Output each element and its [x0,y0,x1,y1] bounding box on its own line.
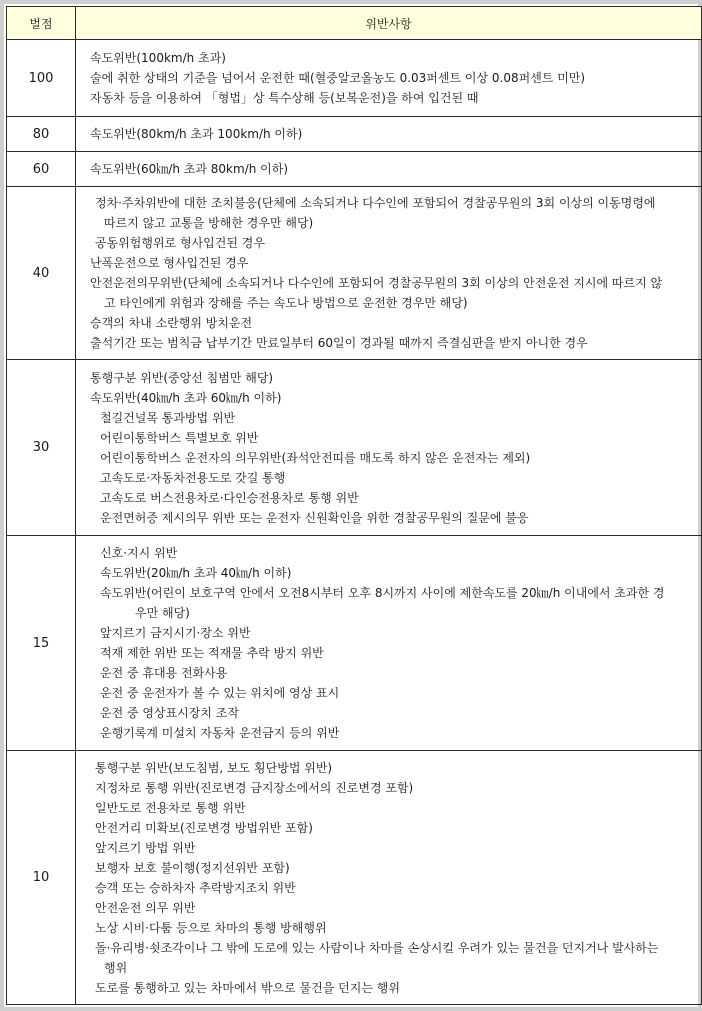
violation-item: 운전 중 운전자가 볼 수 있는 위치에 영상 표시 [100,686,340,700]
violation-item: 도로를 통행하고 있는 차마에서 밖으로 물건을 던지는 행위 [95,980,400,995]
violation-item: 통행구분 위반(중앙선 침범만 해당) [90,370,274,385]
table-row [7,536,702,751]
violation-item: 철길건널목 통과방법 위반 [100,410,236,425]
points-cell: 60 [7,152,76,187]
violation-item: 고속도로·자동차전용도로 갓길 통행 [100,470,286,485]
violation-cell [76,751,702,1005]
points-cell: 10 [7,751,76,1005]
violation-item: 정차·주차위반에 대한 조치불응(단체에 소속되거나 다수인에 포함되어 경찰공무원의 3회 이상의 이동명령에 [95,196,656,210]
table-row [7,751,702,1005]
table-row [7,360,702,536]
table-row [7,40,702,117]
violation-item: 속도위반(40㎞/h 초과 60㎞/h 이하) [90,390,282,405]
table-row [7,117,702,152]
violation-item-continued: 고 타인에게 위험과 장해를 주는 속도나 방법으로 운전한 경우만 해당) [104,296,468,310]
points-cell: 80 [7,117,76,152]
violation-cell [76,152,702,187]
violation-item: 적재 제한 위반 또는 적재물 추락 방지 위반 [100,646,324,660]
violation-item: 속도위반(80km/h 초과 100km/h 이하) [90,127,303,141]
violation-item: 출석기간 또는 범칙금 납부기간 만료일부터 60일이 경과될 때까지 즉결심판을 받지 아니한 경우 [90,336,588,350]
violation-item: 안전거리 미확보(진로변경 방법위반 포함) [95,820,313,835]
violation-cell [76,117,702,152]
header-row [7,7,702,40]
violation-item: 공동위험행위로 형사입건된 경우 [95,236,265,250]
violation-item: 속도위반(100km/h 초과) [90,51,226,65]
violation-item: 속도위반(어린이 보호구역 안에서 오전8시부터 오후 8시까지 사이에 제한속도를 20㎞/h 이내에서 초과한 경 [100,586,665,600]
violation-item: 운행기록계 미설치 자동차 운전금지 등의 위반 [100,726,340,740]
violation-item: 일반도로 전용차로 통행 위반 [95,800,246,815]
points-cell: 40 [7,187,76,360]
violation-cell [76,187,702,360]
points-cell: 15 [7,536,76,751]
violation-item: 어린이통학버스 특별보호 위반 [100,430,259,445]
points-cell: 30 [7,360,76,536]
violation-item: 승객의 차내 소란행위 방치운전 [90,316,253,330]
violation-item: 통행구분 위반(보도침범, 보도 횡단방법 위반) [95,760,333,775]
violation-item: 운전면허증 제시의무 위반 또는 운전자 신원확인을 위한 경찰공무원의 질문에 불응 [100,510,529,525]
violation-item: 안전운전의무위반(단체에 소속되거나 다수인에 포함되어 경찰공무원의 3회 이상의 안전운전 지시에 따르지 않 [90,276,663,290]
violation-cell [76,536,702,751]
header-points: 벌점 [7,7,76,40]
points-cell: 100 [7,40,76,117]
table-row [7,152,702,187]
violation-item: 신호·지시 위반 [100,546,178,560]
violation-item-continued: 따르지 않고 교통을 방해한 경우만 해당) [104,216,314,230]
violation-item: 승객 또는 승하차자 추락방지조치 위반 [95,880,296,895]
penalty-points-table [6,6,702,1005]
violation-item: 고속도로 버스전용차로·다인승전용차로 통행 위반 [100,490,359,505]
violation-item: 속도위반(60㎞/h 초과 80km/h 이하) [90,162,289,176]
violation-item-continued: 우만 해당) [135,606,190,620]
violation-item: 술에 취한 상태의 기준을 넘어서 운전한 때(혈중알코올농도 0.03퍼센트 이상 0.08퍼센트 미만) [90,71,586,85]
table-row [7,187,702,360]
violation-item: 앞지르기 금지시기·장소 위반 [100,626,251,640]
violation-item: 지정차로 통행 위반(진로변경 금지장소에서의 진로변경 포함) [95,780,414,795]
violation-item-continued: 행위 [104,960,128,975]
violation-item: 보행자 보호 불이행(정지선위반 포함) [95,860,290,875]
violation-item: 돌·유리병·쇳조각이나 그 밖에 도로에 있는 사람이나 차마를 손상시킬 우려가 있는 물건을 던지거나 발사하는 [95,940,659,955]
violation-item: 속도위반(20㎞/h 초과 40㎞/h 이하) [100,566,292,580]
violation-item: 어린이통학버스 운전자의 의무위반(좌석안전띠를 매도록 하지 않은 운전자는 제외) [100,450,531,465]
violation-item: 앞지르기 방법 위반 [95,840,196,855]
violation-cell [76,40,702,117]
violation-item: 노상 시비·다툼 등으로 차마의 통행 방해행위 [95,920,327,935]
violation-cell [76,360,702,536]
violation-item: 자동차 등을 이용하여 「형법」상 특수상해 등(보복운전)을 하여 입건된 때 [90,91,479,105]
violation-item: 안전운전 의무 위반 [95,900,196,915]
violation-item: 난폭운전으로 형사입건된 경우 [90,256,249,270]
violation-item: 운전 중 휴대용 전화사용 [100,666,228,680]
violation-item: 운전 중 영상표시장치 조작 [100,706,239,720]
header-violation: 위반사항 [76,7,702,40]
